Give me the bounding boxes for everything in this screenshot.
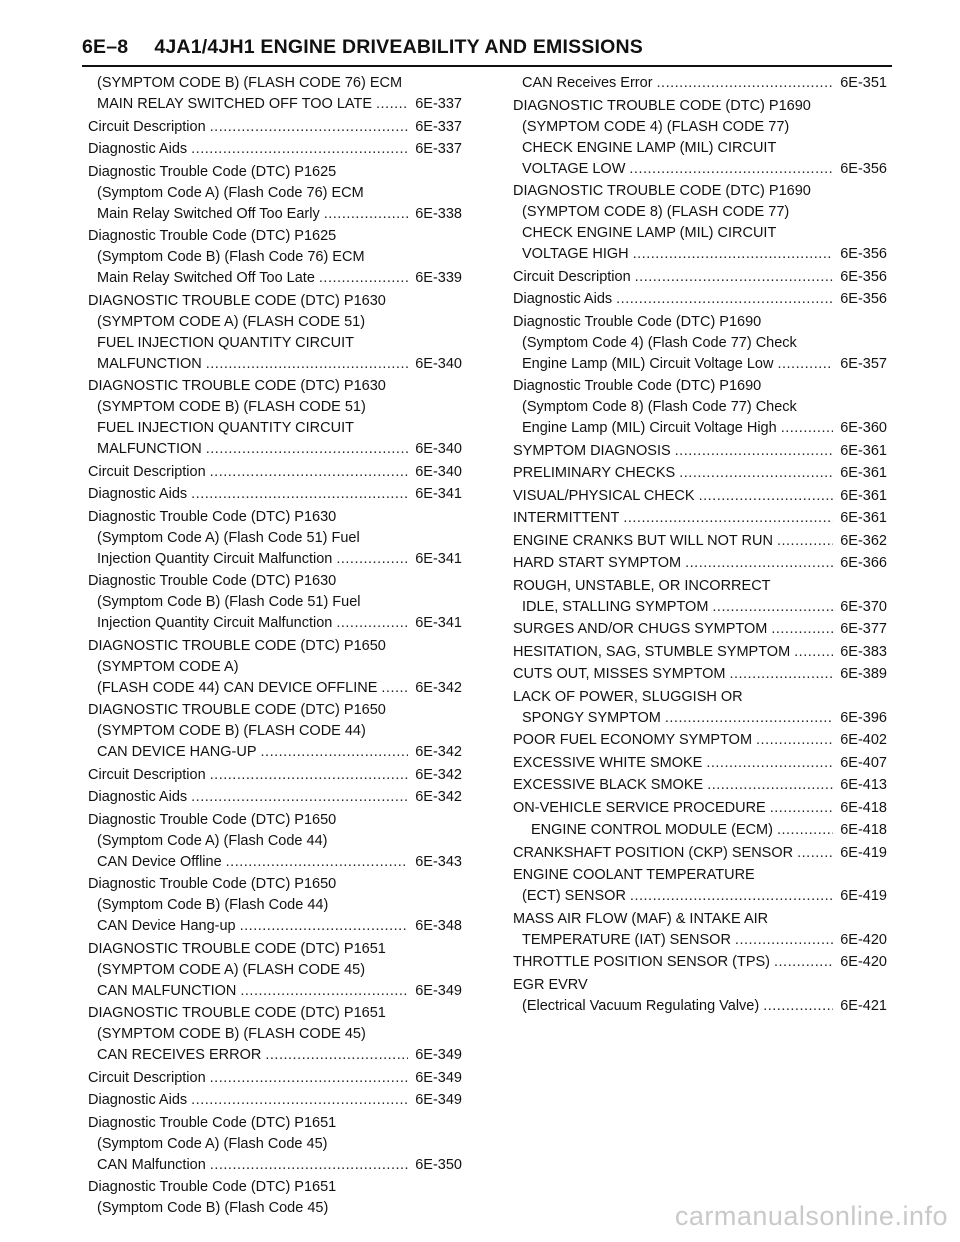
dot-leader (794, 642, 833, 663)
toc-entry[interactable] (513, 865, 887, 907)
toc-entry[interactable] (88, 1113, 462, 1176)
dot-leader (381, 678, 408, 699)
toc-entry[interactable] (513, 73, 887, 94)
toc-entry-text: ON-VEHICLE SERVICE PROCEDURE (513, 799, 766, 816)
toc-page-number: 6E-418 (840, 822, 887, 838)
dot-leader (616, 289, 833, 310)
toc-entry-text: Diagnostic Trouble Code (DTC) P1625 (88, 163, 337, 180)
toc-page-number: 6E-383 (840, 643, 887, 660)
toc-entry-text: ENGINE CONTROL MODULE (ECM) (531, 822, 773, 838)
toc-entry-text: (SYMPTOM CODE B) (FLASH CODE 76) ECM (97, 75, 403, 91)
section-title: 4JA1/4JH1 ENGINE DRIVEABILITY AND EMISSIONS (154, 36, 643, 58)
dot-leader (797, 843, 833, 864)
toc-entry[interactable] (88, 1177, 462, 1219)
toc-entry-text: CAN MALFUNCTION (97, 982, 237, 999)
toc-entry[interactable] (513, 730, 887, 751)
toc-entry[interactable] (88, 636, 462, 699)
toc-entry-text: CAN Device Hang-up (97, 918, 236, 934)
toc-entry[interactable] (513, 775, 887, 796)
toc-entry-text: INTERMITTENT (513, 510, 620, 526)
toc-entry-text: (Symptom Code 4) (Flash Code 77) Check (522, 334, 797, 351)
toc-entry[interactable] (513, 531, 887, 552)
dot-leader (191, 1090, 408, 1111)
toc-page-number: 6E-337 (415, 96, 462, 112)
toc-entry-text: DIAGNOSTIC TROUBLE CODE (DTC) P1650 (88, 637, 386, 654)
dot-leader (336, 549, 408, 570)
toc-entry-text: CRANKSHAFT POSITION (CKP) SENSOR (513, 844, 794, 861)
toc-entry-text: EGR EVRV (513, 976, 588, 993)
toc-entry[interactable] (88, 571, 462, 634)
toc-page-number: 6E-341 (415, 615, 462, 631)
toc-entry-text: CAN RECEIVES ERROR (97, 1047, 262, 1063)
toc-entry-text: TEMPERATURE (IAT) SENSOR (522, 931, 731, 948)
toc-entry[interactable] (513, 952, 887, 973)
toc-page-number: 6E-360 (840, 420, 887, 436)
toc-entry-text: (SYMPTOM CODE 4) (FLASH CODE 77) (522, 118, 790, 135)
toc-page-number: 6E-341 (415, 550, 462, 567)
toc-page-number: 6E-418 (840, 799, 887, 816)
toc-entry-text: Diagnostic Trouble Code (DTC) P1625 (88, 228, 337, 244)
toc-entry-text: Diagnostic Aids (88, 1092, 188, 1108)
dot-leader (191, 139, 408, 160)
toc-entry-text: HESITATION, SAG, STUMBLE SYMPTOM (513, 643, 791, 660)
toc-page-number: 6E-351 (840, 75, 887, 91)
toc-entry[interactable] (513, 909, 887, 951)
toc-entry[interactable] (513, 798, 887, 819)
toc-page-number: 6E-339 (415, 270, 462, 286)
toc-entry-text: (SYMPTOM CODE B) (FLASH CODE 51) (97, 399, 366, 415)
toc-page-number: 6E-366 (840, 555, 887, 571)
toc-entry-text: VISUAL/PHYSICAL CHECK (513, 487, 695, 504)
toc-entry-text: CAN DEVICE HANG-UP (97, 744, 257, 760)
toc-page-number: 6E-341 (415, 486, 462, 502)
toc-page-number: 6E-356 (840, 246, 887, 262)
toc-entry-text: Diagnostic Trouble Code (DTC) P1690 (513, 378, 762, 394)
toc-entry-text: ENGINE CRANKS BUT WILL NOT RUN (513, 532, 773, 549)
toc-entry-text: (Electrical Vacuum Regulating Valve) (522, 997, 760, 1014)
toc-entry[interactable] (513, 820, 887, 841)
toc-page-number: 6E-419 (840, 888, 887, 904)
dot-leader (675, 441, 833, 462)
dot-leader (712, 597, 833, 618)
toc-entry-text: Diagnostic Aids (513, 291, 613, 307)
toc-page-number: 6E-343 (415, 853, 462, 870)
toc-entry[interactable] (88, 507, 462, 570)
dot-leader (735, 930, 833, 951)
dot-leader (324, 204, 408, 225)
toc-page-number: 6E-349 (415, 1069, 462, 1086)
dot-leader (240, 916, 408, 937)
dot-leader (706, 753, 833, 774)
toc-entry[interactable] (513, 576, 887, 618)
dot-leader (771, 619, 833, 640)
toc-entry-text: MASS AIR FLOW (MAF) & INTAKE AIR (513, 910, 769, 927)
toc-entry[interactable] (88, 117, 462, 138)
toc-entry-text: PRELIMINARY CHECKS (513, 465, 676, 481)
toc-entry-text: Diagnostic Trouble Code (DTC) P1651 (88, 1114, 337, 1131)
toc-entry-text: Circuit Description (88, 463, 206, 480)
toc-page-number: 6E-349 (415, 1047, 462, 1063)
dot-leader (336, 613, 408, 634)
toc-entry-text: Diagnostic Trouble Code (DTC) P1650 (88, 811, 337, 828)
toc-entry-text: SPONGY SYMPTOM (522, 709, 661, 726)
toc-page-number: 6E-340 (415, 463, 462, 480)
toc-entry-text: CHECK ENGINE LAMP (MIL) CIRCUIT (522, 139, 777, 156)
toc-entry-text: Diagnostic Aids (88, 789, 188, 805)
toc-entry[interactable] (513, 642, 887, 663)
toc-entry-text: CAN Device Offline (97, 853, 222, 870)
toc-page-number: 6E-349 (415, 1092, 462, 1108)
toc-entry[interactable] (88, 1090, 462, 1111)
dot-leader (191, 484, 408, 505)
toc-entry-text: DIAGNOSTIC TROUBLE CODE (DTC) P1690 (513, 97, 811, 114)
toc-page-number: 6E-370 (840, 598, 887, 615)
toc-entry[interactable] (88, 874, 462, 937)
toc-page-number: 6E-350 (415, 1156, 462, 1173)
toc-entry-text: (Symptom Code A) (Flash Code 51) Fuel (97, 529, 360, 546)
toc-entry-text: Diagnostic Trouble Code (DTC) P1650 (88, 876, 337, 892)
toc-entry-text: LACK OF POWER, SLUGGISH OR (513, 688, 743, 705)
toc-entry-text: IDLE, STALLING SYMPTOM (522, 598, 709, 615)
dot-leader (633, 244, 833, 265)
toc-entry[interactable] (513, 753, 887, 774)
toc-entry[interactable] (88, 376, 462, 460)
toc-entry-text: VOLTAGE LOW (522, 160, 626, 177)
toc-entry-text: (Symptom Code B) (Flash Code 76) ECM (97, 249, 365, 265)
dot-leader (206, 439, 408, 460)
toc-page-number: 6E-337 (415, 118, 462, 135)
dot-leader (191, 787, 408, 808)
toc-entry-text: Injection Quantity Circuit Malfunction (97, 550, 333, 567)
toc-entry-text: ENGINE COOLANT TEMPERATURE (513, 867, 755, 883)
toc-entry[interactable] (513, 312, 887, 375)
toc-entry[interactable] (513, 267, 887, 288)
toc-left-column (88, 73, 462, 1221)
toc-entry[interactable] (513, 619, 887, 640)
toc-page-number: 6E-337 (415, 141, 462, 157)
toc-entry[interactable] (513, 486, 887, 507)
toc-page-number: 6E-342 (415, 744, 462, 760)
toc-entry-text: ROUGH, UNSTABLE, OR INCORRECT (513, 577, 771, 594)
toc-entry[interactable] (88, 73, 462, 115)
toc-entry[interactable] (513, 376, 887, 439)
toc-page-number: 6E-357 (840, 355, 887, 372)
toc-page-number: 6E-377 (840, 621, 887, 637)
dot-leader (261, 742, 408, 763)
toc-page-number: 6E-340 (415, 441, 462, 457)
toc-page-number: 6E-361 (840, 442, 887, 459)
toc-page-number: 6E-421 (840, 997, 887, 1014)
toc-entry-text: DIAGNOSTIC TROUBLE CODE (DTC) P1650 (88, 702, 386, 718)
toc-entry-text: (Symptom Code A) (Flash Code 45) (97, 1135, 328, 1152)
dot-leader (777, 354, 833, 375)
toc-entry[interactable] (513, 181, 887, 265)
toc-entry-text: Circuit Description (513, 268, 631, 285)
dot-leader (763, 996, 833, 1017)
toc-entry[interactable] (513, 289, 887, 310)
toc-entry[interactable] (88, 810, 462, 873)
toc-entry[interactable] (513, 553, 887, 574)
toc-entry-text: Main Relay Switched Off Too Late (97, 270, 315, 286)
toc-entry-text: (Symptom Code A) (Flash Code 76) ECM (97, 184, 364, 201)
dot-leader (319, 268, 408, 289)
toc-entry-text: CUTS OUT, MISSES SYMPTOM (513, 666, 726, 682)
toc-entry-text: Diagnostic Trouble Code (DTC) P1630 (88, 508, 337, 525)
dot-leader (777, 531, 833, 552)
toc-entry[interactable] (88, 462, 462, 483)
toc-page-number: 6E-342 (415, 789, 462, 805)
toc-page-number: 6E-389 (840, 666, 887, 682)
toc-entry-text: Diagnostic Trouble Code (DTC) P1690 (513, 313, 762, 330)
toc-entry-text: MALFUNCTION (97, 441, 202, 457)
toc-entry-text: CHECK ENGINE LAMP (MIL) CIRCUIT (522, 225, 777, 241)
toc-entry-text: DIAGNOSTIC TROUBLE CODE (DTC) P1630 (88, 292, 386, 309)
dot-leader (376, 94, 408, 115)
toc-entry-text: Diagnostic Aids (88, 141, 188, 157)
page-header (82, 36, 892, 67)
dot-leader (781, 418, 833, 439)
toc-page-number: 6E-413 (840, 777, 887, 793)
toc-entry-text: Circuit Description (88, 766, 206, 783)
toc-entry[interactable] (513, 843, 887, 864)
toc-entry-text: (Symptom Code B) (Flash Code 45) (97, 1200, 329, 1216)
toc-page-number: 6E-407 (840, 754, 887, 771)
toc-entry-text: (SYMPTOM CODE B) (FLASH CODE 44) (97, 723, 366, 739)
toc-entry[interactable] (513, 975, 887, 1017)
watermark: carmanualsonline.info (674, 1201, 948, 1231)
toc-entry[interactable] (88, 291, 462, 375)
toc-entry-text: Engine Lamp (MIL) Circuit Voltage High (522, 420, 777, 436)
toc-entry[interactable] (88, 139, 462, 160)
toc-entry[interactable] (88, 1068, 462, 1089)
toc-entry-text: CAN Receives Error (522, 75, 653, 91)
toc-page-number: 6E-361 (840, 510, 887, 526)
dot-leader (635, 267, 833, 288)
toc-entry-text: THROTTLE POSITION SENSOR (TPS) (513, 954, 770, 970)
toc-entry-text: CAN Malfunction (97, 1156, 206, 1173)
toc-entry-text: Injection Quantity Circuit Malfunction (97, 615, 333, 631)
dot-leader (210, 117, 408, 138)
dot-leader (665, 708, 833, 729)
dot-leader (210, 1068, 408, 1089)
toc-page-number: 6E-342 (415, 679, 462, 696)
toc-entry-text: (Symptom Code B) (Flash Code 44) (97, 897, 329, 913)
toc-entry-text: HARD START SYMPTOM (513, 555, 682, 571)
toc-page-number: 6E-342 (415, 766, 462, 783)
toc-entry[interactable] (88, 939, 462, 1002)
toc-page-number: 6E-420 (840, 931, 887, 948)
dot-leader (630, 886, 833, 907)
toc-entry-text: POOR FUEL ECONOMY SYMPTOM (513, 732, 753, 748)
toc-entry[interactable] (513, 441, 887, 462)
toc-page-number: 6E-419 (840, 844, 887, 861)
toc-entry-text: (Symptom Code B) (Flash Code 51) Fuel (97, 594, 361, 610)
toc-page-number: 6E-340 (415, 355, 462, 372)
toc-entry[interactable] (88, 765, 462, 786)
toc-entry-text: Engine Lamp (MIL) Circuit Voltage Low (522, 355, 774, 372)
dot-leader (707, 775, 833, 796)
toc-entry-text: (SYMPTOM CODE B) (FLASH CODE 45) (97, 1026, 366, 1042)
dot-leader (679, 463, 833, 484)
toc-entry[interactable] (88, 162, 462, 225)
toc-page-number: 6E-420 (840, 954, 887, 970)
toc-entry-text: SYMPTOM DIAGNOSIS (513, 442, 671, 459)
toc-page-number: 6E-338 (415, 205, 462, 222)
toc-entry-text: Diagnostic Trouble Code (DTC) P1630 (88, 573, 337, 589)
toc-entry-text: (SYMPTOM CODE A) (FLASH CODE 51) (97, 313, 366, 330)
toc-entry[interactable] (88, 700, 462, 763)
toc-page-number: 6E-356 (840, 291, 887, 307)
dot-leader (629, 159, 833, 180)
toc-entry-text: (Symptom Code 8) (Flash Code 77) Check (522, 399, 797, 415)
dot-leader (685, 553, 833, 574)
toc-entry-text: MAIN RELAY SWITCHED OFF TOO LATE (97, 96, 373, 112)
toc-entry[interactable] (513, 508, 887, 529)
toc-entry-text: Circuit Description (88, 118, 206, 135)
toc-page-number: 6E-348 (415, 918, 462, 934)
toc-entry-text: Diagnostic Aids (88, 486, 188, 502)
toc-entry[interactable] (513, 664, 887, 685)
toc-entry[interactable] (88, 226, 462, 289)
toc-page-number: 6E-356 (840, 268, 887, 285)
toc-right-column (513, 73, 887, 1018)
toc-entry-text: (Symptom Code A) (Flash Code 44) (97, 832, 328, 849)
toc-entry-text: SURGES AND/OR CHUGS SYMPTOM (513, 621, 768, 637)
section-code: 6E–8 (82, 36, 129, 58)
toc-entry-text: FUEL INJECTION QUANTITY CIRCUIT (97, 334, 354, 351)
toc-entry-text: (ECT) SENSOR (522, 888, 626, 904)
dot-leader (774, 952, 833, 973)
dot-leader (657, 73, 833, 94)
toc-page-number: 6E-356 (840, 160, 887, 177)
toc-entry[interactable] (88, 1003, 462, 1066)
toc-entry-text: DIAGNOSTIC TROUBLE CODE (DTC) P1651 (88, 1005, 386, 1021)
toc-page-number: 6E-361 (840, 465, 887, 481)
dot-leader (210, 462, 408, 483)
toc-entry-text: (SYMPTOM CODE A) (97, 658, 239, 675)
dot-leader (770, 798, 833, 819)
dot-leader (729, 664, 833, 685)
toc-entry[interactable] (513, 96, 887, 180)
dot-leader (699, 486, 833, 507)
toc-entry-text: (SYMPTOM CODE 8) (FLASH CODE 77) (522, 204, 790, 220)
toc-page-number: 6E-362 (840, 532, 887, 549)
toc-entry[interactable] (88, 484, 462, 505)
toc-page-number: 6E-396 (840, 709, 887, 726)
toc-entry[interactable] (88, 787, 462, 808)
toc-entry-text: Diagnostic Trouble Code (DTC) P1651 (88, 1179, 337, 1195)
toc-entry[interactable] (513, 687, 887, 729)
toc-page-number: 6E-402 (840, 732, 887, 748)
toc-entry-text: (FLASH CODE 44) CAN DEVICE OFFLINE (97, 679, 378, 696)
dot-leader (226, 852, 408, 873)
toc-entry-text: VOLTAGE HIGH (522, 246, 629, 262)
toc-entry-text: (SYMPTOM CODE A) (FLASH CODE 45) (97, 961, 366, 978)
toc-entry-text: FUEL INJECTION QUANTITY CIRCUIT (97, 420, 354, 436)
toc-entry-text: EXCESSIVE BLACK SMOKE (513, 777, 704, 793)
dot-leader (240, 981, 408, 1002)
toc-entry-text: DIAGNOSTIC TROUBLE CODE (DTC) P1630 (88, 378, 386, 394)
toc-entry-text: Main Relay Switched Off Too Early (97, 205, 320, 222)
dot-leader (623, 508, 833, 529)
toc-entry-text: Circuit Description (88, 1069, 206, 1086)
dot-leader (210, 1155, 408, 1176)
toc-entry-text: EXCESSIVE WHITE SMOKE (513, 754, 703, 771)
dot-leader (265, 1045, 408, 1066)
toc-entry-text: MALFUNCTION (97, 355, 202, 372)
toc-entry-text: DIAGNOSTIC TROUBLE CODE (DTC) P1651 (88, 940, 386, 957)
toc-entry-text: DIAGNOSTIC TROUBLE CODE (DTC) P1690 (513, 183, 811, 199)
toc-page-number: 6E-349 (415, 982, 462, 999)
dot-leader (756, 730, 833, 751)
dot-leader (210, 765, 408, 786)
dot-leader (206, 354, 408, 375)
toc-page-number: 6E-361 (840, 487, 887, 504)
dot-leader (777, 820, 833, 841)
toc-entry[interactable] (513, 463, 887, 484)
